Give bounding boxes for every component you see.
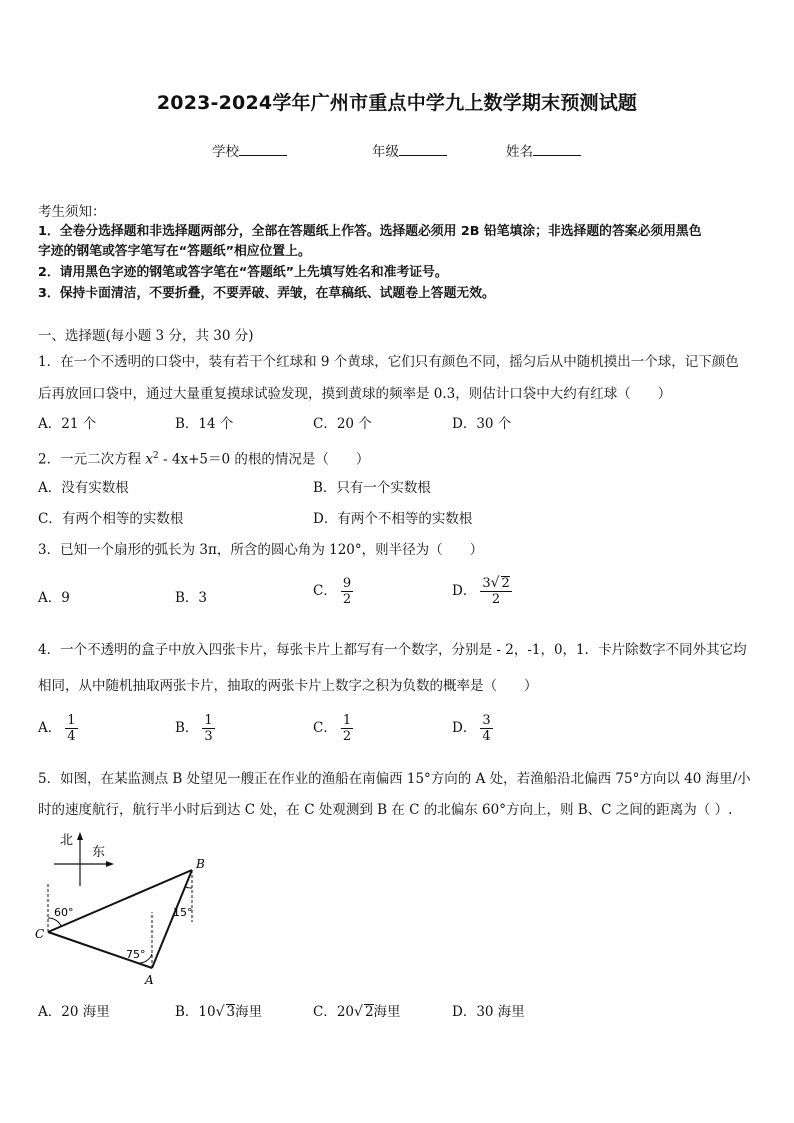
school-field[interactable] [212, 140, 287, 160]
radical-sign: √ [354, 1004, 363, 1020]
q4-option-a-label: A． [38, 720, 62, 736]
fraction [202, 713, 214, 744]
denominator: 3 [204, 729, 213, 744]
unit: 海里 [373, 1004, 401, 1020]
angle-label-15: 15° [173, 906, 193, 919]
point-b-label: B [196, 857, 205, 871]
q5-option-c-label: C．20 [313, 1004, 355, 1020]
q2-option-c[interactable]: C．有两个相等的实数根 [38, 511, 184, 527]
east-label: 东 [92, 845, 106, 860]
denominator: 2 [342, 729, 352, 744]
grade-field[interactable] [372, 140, 447, 160]
q4-option-c[interactable] [313, 713, 353, 744]
north-arrow-icon [77, 832, 83, 840]
q5-stem-line1: 5．如图，在某监测点 B 处望见一艘正在作业的渔船在南偏西 15°方向的 A 处，若渔船沿北偏西 75°方向以 40 海里/小 [38, 771, 751, 787]
q1-option-d[interactable]: D．30 个 [452, 416, 512, 432]
q5-stem-line2: 时的速度航行，航行半小时后到达 C 处，在 C 处观测到 B 在 C 的北偏东 60°方向上，则 B、C 之间的距离为（ ）. [38, 802, 733, 818]
q2-var: x [145, 451, 154, 468]
denominator: 4 [67, 729, 76, 744]
page-title: 2023-2024学年广州市重点中学九上数学期末预测试题 [156, 92, 638, 114]
radical-sign: √ [490, 575, 500, 591]
q5-option-d[interactable]: D．30 海里 [452, 1004, 525, 1020]
q4-option-c-label: C． [313, 720, 337, 736]
q3-option-b[interactable]: B．3 [175, 590, 208, 606]
radicand: 2 [364, 1004, 374, 1020]
numerator [480, 576, 511, 592]
q2-option-a[interactable]: A．没有实数根 [38, 480, 129, 496]
numerator: 1 [342, 713, 352, 728]
q2-stem-pre: 2．一元二次方程 [38, 451, 146, 468]
name-blank[interactable] [533, 144, 581, 156]
q4-option-a[interactable] [38, 713, 78, 744]
q4-stem-line2: 相同，从中随机抽取两张卡片，抽取的两张卡片上数字之积为负数的概率是（ ） [38, 678, 538, 694]
q5-option-b-label: B．10 [175, 1004, 216, 1020]
name-field[interactable] [506, 140, 581, 160]
school-blank[interactable] [239, 144, 287, 156]
q4-option-b[interactable] [175, 713, 215, 744]
coefficient: 3 [482, 576, 491, 591]
radicand: 2 [501, 576, 510, 591]
q1-option-a[interactable]: A．21 个 [38, 416, 97, 432]
q4-option-d-label: D． [452, 720, 477, 736]
section-heading: 一、选择题(每小题 3 分，共 30 分) [38, 328, 254, 344]
q5-option-c[interactable] [313, 1002, 401, 1022]
q1-stem-line2: 后再放回口袋中，通过大量重复摸球试验发现，摸到黄球的频率是 0.3，则估计口袋中大约有红球（ ） [38, 386, 672, 402]
q5-option-a[interactable]: A．20 海里 [38, 1004, 110, 1020]
notice-item: 1．全卷分选择题和非选择题两部分，全部在答题纸上作答。选择题必须用 2B 铅笔填涂；非选择题的答案必须用黑色 [38, 224, 702, 239]
fraction [480, 576, 511, 607]
denominator: 2 [342, 592, 352, 607]
numerator: 9 [342, 576, 352, 591]
north-label: 北 [60, 833, 74, 848]
fraction [480, 713, 492, 744]
q3-option-c[interactable] [313, 576, 353, 607]
q1-option-b[interactable]: B．14 个 [175, 416, 234, 432]
q2-option-b[interactable]: B．只有一个实数根 [313, 480, 431, 496]
q1-option-c[interactable]: C．20 个 [313, 416, 372, 432]
q4-option-b-label: B． [175, 720, 199, 736]
q3-option-d[interactable] [452, 576, 512, 607]
angle-label-75: 75° [126, 948, 146, 961]
angle-arc-15 [185, 887, 192, 888]
angle-arc-60 [48, 918, 61, 926]
name-label: 姓名 [506, 144, 533, 160]
notice-item: 2．请用黑色字迹的钢笔或答字笔在“答题纸”上先填写姓名和准考证号。 [38, 265, 448, 280]
q2-exponent: 2 [153, 451, 159, 461]
q3-option-c-label: C． [313, 583, 337, 599]
radical-sign: √ [215, 1004, 225, 1020]
q5-option-b[interactable] [175, 1002, 262, 1022]
q3-option-d-label: D． [452, 583, 477, 599]
q3-stem: 3．已知一个扇形的弧长为 3π，所含的圆心角为 120°，则半径为（ ） [38, 542, 484, 558]
notice-item: 字迹的钢笔或答字笔写在“答题纸”相应位置上。 [38, 244, 311, 259]
school-label: 学校 [212, 144, 239, 160]
q4-stem-line1: 4．一个不透明的盒子中放入四张卡片，每张卡片上都写有一个数字，分别是 - 2，-1，0，1．卡片除数字不同外其它均 [38, 642, 747, 658]
angle-label-60: 60° [54, 906, 74, 919]
denominator: 4 [482, 729, 491, 744]
q1-stem-line1: 1．在一个不透明的口袋中，装有若干个红球和 9 个黄球，它们只有颜色不同，摇匀后从中随机摸出一个球，记下颜色 [38, 354, 739, 370]
notice-item: 3．保持卡面清洁，不要折叠，不要弄破、弄皱，在草稿纸、试题卷上答题无效。 [38, 286, 495, 301]
unit: 海里 [235, 1004, 263, 1020]
q3-option-a[interactable]: A．9 [38, 590, 70, 606]
radicand: 3 [226, 1004, 236, 1020]
q5-figure [30, 826, 220, 990]
numerator: 1 [67, 713, 76, 728]
q4-option-d[interactable] [452, 713, 493, 744]
fraction [341, 576, 353, 607]
grade-label: 年级 [372, 144, 399, 160]
east-arrow-icon [106, 861, 114, 867]
point-a-label: A [145, 973, 154, 987]
numerator: 1 [204, 713, 213, 728]
q2-option-d[interactable]: D．有两个不相等的实数根 [313, 511, 473, 527]
point-c-label: C [35, 927, 45, 941]
grade-blank[interactable] [399, 144, 447, 156]
q2-stem-post: - 4x+5＝0 的根的情况是（ ） [158, 451, 370, 468]
fraction [65, 713, 77, 744]
notice-heading: 考生须知： [38, 204, 106, 220]
q2-stem [38, 446, 369, 470]
denominator: 2 [491, 592, 501, 607]
fraction [341, 713, 353, 744]
numerator: 3 [482, 713, 491, 728]
